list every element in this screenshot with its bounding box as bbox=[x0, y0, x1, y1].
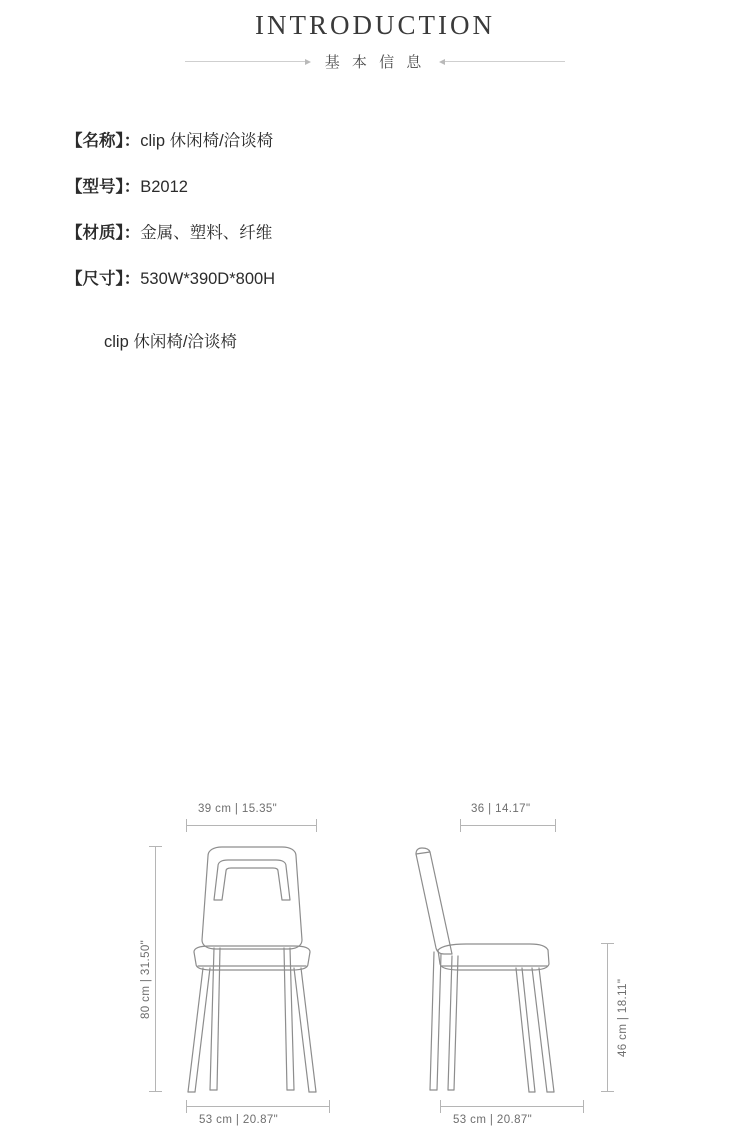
side-bottom-dimension-tick-left bbox=[440, 1100, 441, 1113]
side-bottom-dimension-line bbox=[440, 1106, 584, 1107]
chair-side-view-illustration bbox=[408, 844, 583, 1099]
spec-value: 金属、塑料、纤维 bbox=[140, 224, 273, 242]
front-top-dimension-label: 39 cm | 15.35" bbox=[198, 803, 278, 815]
spec-row bbox=[66, 210, 750, 256]
chair-front-view-illustration bbox=[170, 844, 340, 1099]
spec-label: 【型号】： bbox=[66, 178, 141, 196]
page-subtitle-row bbox=[0, 51, 750, 72]
front-bottom-dimension-label: 53 cm | 20.87" bbox=[199, 1114, 279, 1126]
page-subtitle: 基 本 信 息 bbox=[324, 54, 426, 71]
spec-row bbox=[66, 164, 750, 210]
spec-row bbox=[66, 256, 750, 302]
front-height-dimension-tick-bottom bbox=[149, 1091, 162, 1092]
spec-value: 530W*390D*800H bbox=[140, 270, 276, 288]
page-title: INTRODUCTION bbox=[255, 10, 495, 40]
spec-value: B2012 bbox=[140, 178, 188, 196]
front-top-dimension-tick-right bbox=[316, 819, 317, 832]
front-bottom-dimension-tick-right bbox=[329, 1100, 330, 1113]
spec-row bbox=[66, 118, 750, 164]
side-top-dimension-tick-right bbox=[555, 819, 556, 832]
side-seat-height-dimension-label: 46 cm | 18.11" bbox=[617, 978, 629, 1057]
spec-value: clip 休闲椅/洽谈椅 bbox=[140, 132, 274, 150]
page-header bbox=[0, 0, 750, 72]
spec-label: 【材质】： bbox=[66, 224, 141, 242]
front-top-dimension-tick-left bbox=[186, 819, 187, 832]
side-seat-height-dimension-tick-top bbox=[601, 943, 614, 944]
spec-list bbox=[0, 118, 750, 302]
front-height-dimension-tick-top bbox=[149, 846, 162, 847]
front-bottom-dimension-line bbox=[186, 1106, 330, 1107]
spec-label: 【名称】： bbox=[66, 132, 141, 150]
side-top-dimension-line bbox=[460, 825, 556, 826]
front-bottom-dimension-tick-left bbox=[186, 1100, 187, 1113]
front-height-dimension-line bbox=[155, 846, 156, 1091]
side-bottom-dimension-tick-right bbox=[583, 1100, 584, 1113]
side-bottom-dimension-label: 53 cm | 20.87" bbox=[453, 1114, 533, 1126]
front-height-dimension-label: 80 cm | 31.50" bbox=[140, 939, 152, 1019]
divider-left bbox=[185, 61, 305, 62]
product-caption: clip 休闲椅/洽谈椅 bbox=[104, 333, 237, 351]
side-top-dimension-label: 36 | 14.17" bbox=[471, 803, 531, 815]
front-top-dimension-line bbox=[186, 825, 317, 826]
divider-right bbox=[445, 61, 565, 62]
side-seat-height-dimension-line bbox=[607, 943, 608, 1091]
technical-drawings bbox=[0, 376, 750, 1126]
spec-label: 【尺寸】： bbox=[66, 270, 141, 288]
side-top-dimension-tick-left bbox=[460, 819, 461, 832]
side-seat-height-dimension-tick-bottom bbox=[601, 1091, 614, 1092]
